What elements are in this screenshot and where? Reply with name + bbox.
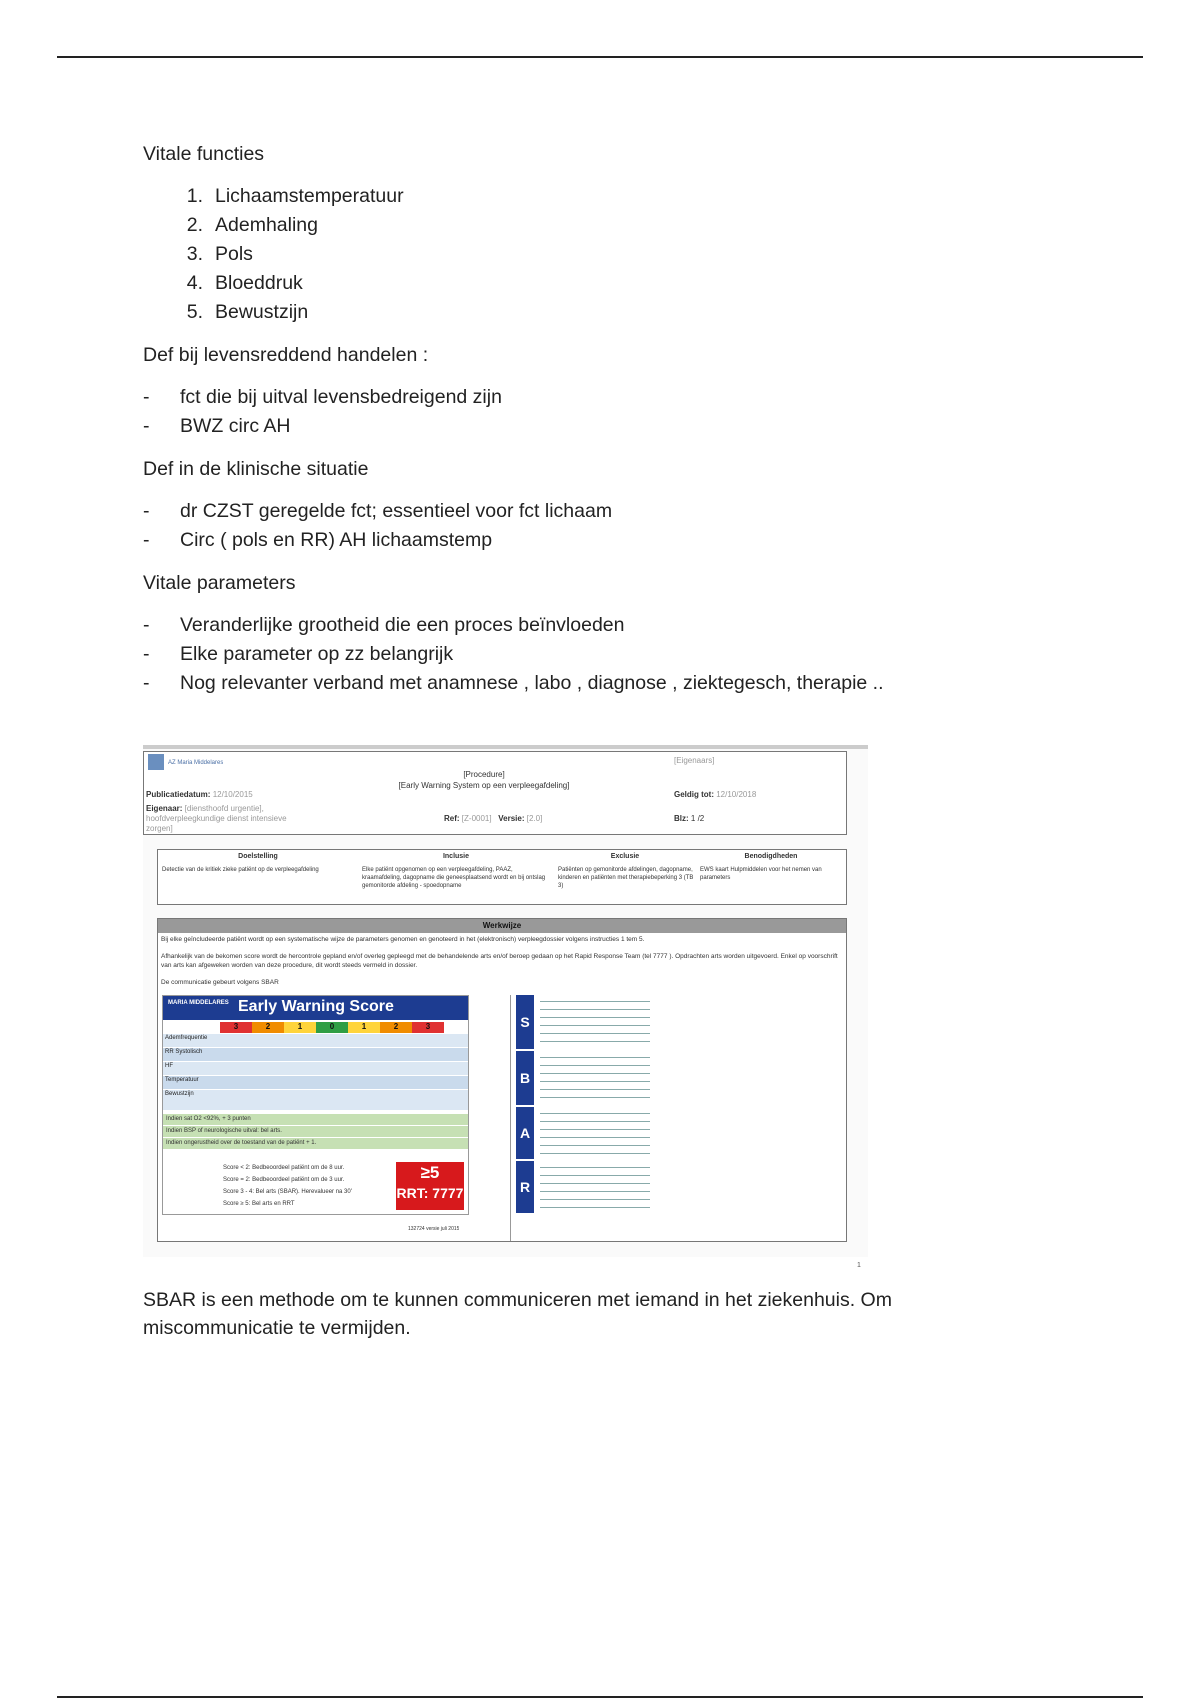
ews-note: Indien sat O2 <92%, + 3 punten	[163, 1114, 468, 1125]
footer-rule	[57, 1696, 1143, 1698]
sbar-lines	[540, 1163, 650, 1211]
table-cell: Patiënten op gemonitorde afdelingen, dagopname, kinderen en patiënten met therapiebeperking 3 (TB 3)	[558, 867, 694, 889]
vital-functions-list	[143, 182, 1023, 327]
page-label: Blz:	[674, 814, 689, 823]
list-item: - Circ ( pols en RR) AH lichaamstemp	[143, 529, 493, 551]
owner-placeholder: [Eigenaars]	[674, 756, 715, 765]
section-title-vitale-functies: Vitale functies	[143, 143, 265, 165]
score-cell: 0	[316, 1022, 348, 1033]
procedure-type: [Procedure]	[463, 770, 505, 779]
version-value: [2.0]	[526, 814, 543, 823]
list-item: - dr CZST geregelde fct; essentieel voor fct lichaam	[143, 500, 613, 522]
header-rule	[57, 56, 1143, 58]
werkwijze-table	[157, 918, 847, 1242]
list-item: 3. Pols	[186, 243, 253, 265]
col-header: Exclusie	[610, 853, 640, 860]
col-header: Benodigdheden	[744, 853, 798, 860]
score-cell: 2	[380, 1022, 412, 1033]
ref-label: Ref:	[444, 814, 460, 823]
valid-label: Geldig tot:	[674, 790, 714, 799]
score-cell: 1	[348, 1022, 380, 1033]
procedure-title: [Early Warning System op een verpleegafdeling]	[398, 781, 570, 790]
pub-value: 12/10/2015	[212, 790, 253, 799]
ref-value: [Z-0001]	[461, 814, 492, 823]
table-cell: Elke patiënt opgenomen op een verpleegafdeling, PAAZ, kraamafdeling, dagopname die geneesplaatsend wordt en bij ontslag gemonitorde afdeling - spoedopname	[362, 867, 546, 889]
ews-title: Early Warning Score	[238, 998, 394, 1015]
column-divider	[510, 995, 511, 1241]
sbar-lines	[540, 1109, 650, 1157]
score-cell: 1	[284, 1022, 316, 1033]
page-value: 1 /2	[690, 814, 705, 823]
owner-value: [diensthoofd urgentie], hoofdverpleegkundige dienst intensieve zorgen]	[146, 804, 287, 833]
section-title-klinische-situatie: Def in de klinische situatie	[143, 458, 369, 480]
image-page-number: 1	[857, 1262, 861, 1269]
sbar-paragraph: SBAR is een methode om te kunnen communiceren met iemand in het ziekenhuis. Om miscommunicatie te vermijden.	[143, 1289, 892, 1339]
ews-row: Temperatuur	[163, 1076, 468, 1090]
document-body	[143, 140, 1023, 712]
sbar-letter-a: A	[516, 1107, 534, 1159]
list-item: - Elke parameter op zz belangrijk	[143, 643, 454, 665]
score-cell: 2	[252, 1022, 284, 1033]
sbar-letter-b: B	[516, 1051, 534, 1105]
list-item: 2. Ademhaling	[186, 214, 318, 236]
list-item: 4. Bloeddruk	[186, 272, 303, 294]
list-item: 1. Lichaamstemperatuur	[186, 185, 404, 207]
list-item: 5. Bewustzijn	[186, 301, 309, 323]
score-cell: 3	[220, 1022, 252, 1033]
werkwijze-step: De communicatie gebeurt volgens SBAR	[161, 979, 279, 986]
goals-table	[157, 849, 847, 905]
ews-note: Indien ongerustheid over de toestand van de patiënt + 1.	[163, 1138, 468, 1149]
list-item: - fct die bij uitval levensbedreigend zijn	[143, 386, 502, 408]
ews-row: Ademfrequentie	[163, 1034, 468, 1048]
col-header: Inclusie	[442, 853, 470, 860]
early-warning-score-card	[162, 995, 469, 1215]
owner-label: Eigenaar:	[146, 804, 183, 813]
werkwijze-step: Afhankelijk van de bekomen score wordt de hercontrole gepland en/of overleg gepleegd met de behandelende arts en/of beroep gedaan op het Rapid Response Team (tel 7777 ). Opdrachten arts worden uitgevoerd. Enkel op voorschrift van arts kan afgeweken worden van deze procedure, dit wordt steeds vermeld in dossier.	[161, 953, 838, 969]
score-instructions: Score < 2: Bedbeoordeel patiënt om de 8 uur. Score = 2: Bedbeoordeel patiënt om de 3 uur. Score 3 - 4: Bel arts (SBAR). Herevalueer na 30' Score ≥ 5: Bel arts en RRT	[223, 1165, 352, 1207]
werkwijze-step: Bij elke geïncludeerde patiënt wordt op een systematische wijze de parameters genomen en genoteerd in het (elektronisch) verpleegdossier volgens instructies 1 tem 5.	[161, 936, 645, 943]
procedure-document-image	[143, 745, 868, 1257]
org-name: AZ Maria Middelares	[168, 760, 224, 766]
werkwijze-header: Werkwijze	[158, 919, 846, 933]
ews-row: HF	[163, 1062, 468, 1076]
sbar-lines	[540, 997, 650, 1045]
col-header: Doelstelling	[238, 853, 278, 860]
rrt-badge: ≥5 RRT: 7777	[396, 1162, 464, 1210]
ews-note: Indien BSP of neurologische uitval: bel arts.	[163, 1126, 468, 1137]
levensreddend-list	[143, 383, 1023, 441]
table-cell: Detectie van de kritiek zieke patiënt op de verpleegafdeling	[162, 867, 319, 873]
section-title-levensreddend: Def bij levensreddend handelen :	[143, 344, 429, 366]
table-cell: EWS kaart Hulpmiddelen voor het nemen van parameters	[700, 867, 822, 881]
list-item: - Nog relevanter verband met anamnese , labo , diagnose , ziektegesch, therapie ..	[143, 672, 884, 694]
image-top-border	[143, 745, 868, 749]
procedure-header-table	[143, 751, 847, 835]
pub-label: Publicatiedatum:	[146, 790, 211, 799]
sbar-lines	[540, 1053, 650, 1101]
ews-row: RR Systolisch	[163, 1048, 468, 1062]
sbar-letter-s: S	[516, 995, 534, 1049]
footer-note: 132724 versie juli 2015	[408, 1226, 460, 1232]
ews-logo: MARIA MIDDELARES	[168, 1000, 229, 1006]
vitale-parameters-list	[143, 611, 1023, 698]
score-cell: 3	[412, 1022, 444, 1033]
list-item: - Veranderlijke grootheid die een proces beïnvloeden	[143, 614, 625, 636]
hospital-logo-icon	[148, 754, 164, 770]
list-item: - BWZ circ AH	[143, 415, 291, 437]
sbar-letter-r: R	[516, 1161, 534, 1213]
version-label: Versie:	[498, 814, 525, 823]
ews-row: Bewustzijn	[163, 1090, 468, 1111]
ews-title-bar	[163, 996, 468, 1020]
valid-value: 12/10/2018	[716, 790, 757, 799]
section-title-vitale-parameters: Vitale parameters	[143, 572, 296, 594]
klinische-situatie-list	[143, 497, 1023, 555]
sbar-card	[516, 995, 656, 1213]
